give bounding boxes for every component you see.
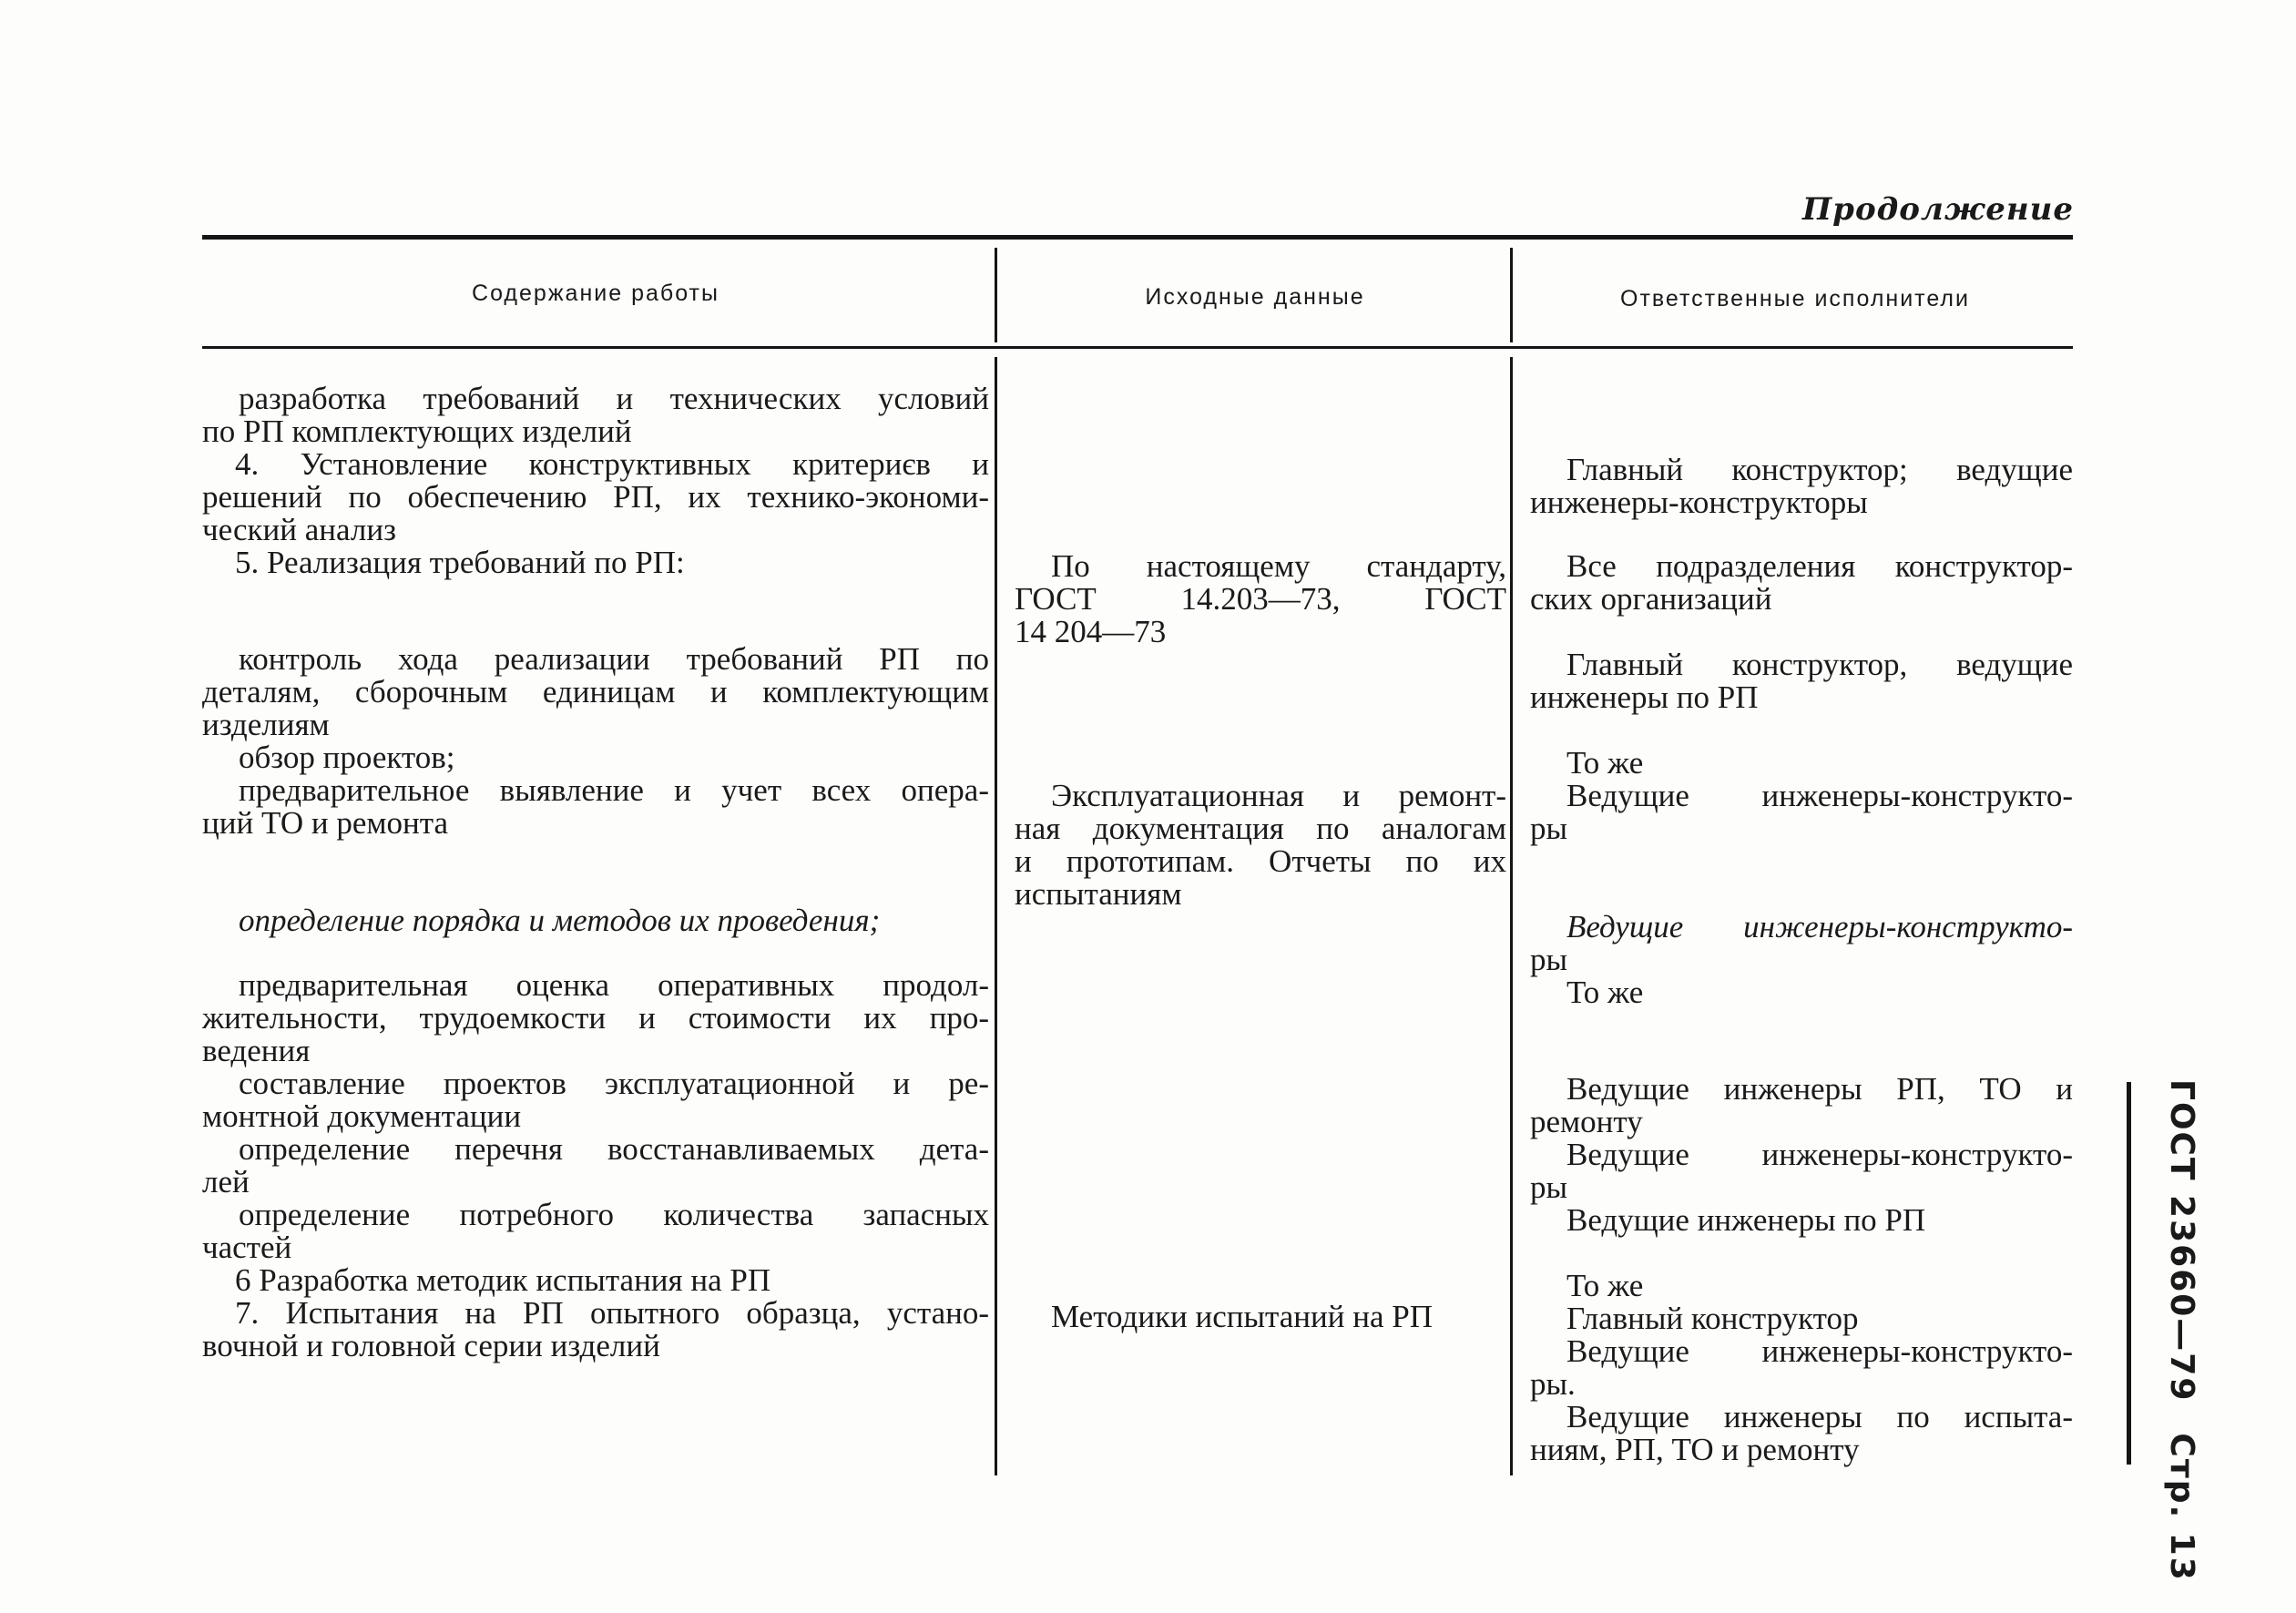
- executor-line: Главный конструктор: [1566, 1301, 1859, 1336]
- executor-line: Ведущие инженеры-конструкто-: [1566, 1333, 2073, 1369]
- work-line: определение порядка и методов их проведения;: [239, 903, 881, 938]
- executor-line: ских организаций: [1530, 581, 1772, 617]
- source-line: ная документация по аналогам: [1015, 811, 1506, 846]
- work-line: предварительное выявление и учет всех опера-: [239, 772, 989, 808]
- header-col3: Ответственные исполнители: [1620, 286, 1970, 311]
- work-line: деталям, сборочным единицам и комплектующим: [202, 674, 989, 710]
- side-margin-bar: [2127, 1082, 2131, 1465]
- executor-line: Все подразделения конструктор-: [1566, 548, 2073, 584]
- side-standard-label: [2163, 1079, 2200, 1613]
- header-col2: Исходные данные: [1145, 284, 1365, 310]
- work-line: вочной и головной серии изделий: [202, 1328, 660, 1363]
- executor-line: Главный конструктор, ведущие: [1566, 647, 2073, 682]
- work-line: ций ТО и ремонта: [202, 805, 449, 841]
- column-divider-2-body: [1510, 357, 1513, 1475]
- work-line: монтной документации: [202, 1098, 522, 1134]
- source-line: ГОСТ 14.203—73, ГОСТ: [1015, 581, 1506, 617]
- executor-line: инженеры по РП: [1530, 679, 1759, 715]
- page-number: Стр. 13: [2163, 1433, 2200, 1582]
- work-line: изделиям: [202, 707, 330, 742]
- executor-line: ремонту: [1530, 1104, 1643, 1139]
- executor-line: То же: [1566, 745, 1644, 781]
- source-line: По настоящему стандарту,: [1051, 548, 1506, 584]
- executor-line: ры: [1530, 811, 1568, 846]
- work-line: 6 Разработка методик испытания на РП: [235, 1262, 771, 1298]
- executor-line: Ведущие инженеры по испыта-: [1566, 1399, 2073, 1434]
- work-line: частей: [202, 1230, 292, 1265]
- source-line: испытаниям: [1015, 876, 1182, 912]
- work-line: жительности, трудоемкости и стоимости их про-: [202, 1000, 989, 1036]
- work-line: разработка требований и технических условий: [239, 381, 989, 416]
- work-line: контроль хода реализации требований РП по: [239, 641, 989, 677]
- work-line: определение перечня восстанавливаемых дета-: [239, 1131, 989, 1167]
- executor-line: ниям, РП, ТО и ремонту: [1530, 1432, 1860, 1467]
- work-line: по РП комплектующих изделий: [202, 413, 632, 449]
- executor-line: Ведущие инженеры по РП: [1566, 1202, 1926, 1238]
- header-col1: Содержание работы: [472, 281, 719, 306]
- source-line: и прототипам. Отчеты по их: [1015, 843, 1506, 879]
- table-top-rule: [202, 235, 2073, 240]
- work-line: составление проектов эксплуатационной и ре-: [239, 1066, 989, 1101]
- continuation-label: Продолжение: [1802, 191, 2074, 228]
- executor-line: То же: [1566, 975, 1644, 1010]
- work-line: ведения: [202, 1033, 311, 1068]
- work-line: 4. Установление конструктивных критериєв и: [235, 446, 989, 482]
- executor-line: Ведущие инженеры РП, ТО и: [1566, 1071, 2073, 1107]
- standard-number: ГОСТ 23660—79: [2163, 1079, 2200, 1403]
- executor-line: инженеры-конструкторы: [1530, 485, 1868, 520]
- source-line: Методики испытаний на РП: [1051, 1299, 1434, 1334]
- executor-line: ры: [1530, 942, 1568, 977]
- header-bottom-rule: [202, 346, 2073, 349]
- work-line: лей: [202, 1164, 250, 1200]
- column-divider-2: [1510, 248, 1513, 342]
- executor-line: То же: [1566, 1268, 1644, 1303]
- work-line: ческий анализ: [202, 512, 396, 547]
- work-line: определение потребного количества запасных: [239, 1197, 989, 1232]
- source-line: Эксплуатационная и ремонт-: [1051, 778, 1506, 813]
- work-line: 7. Испытания на РП опытного образца, устано-: [235, 1295, 989, 1331]
- work-line: 5. Реализация требований по РП:: [235, 545, 685, 580]
- work-line: обзор проектов;: [239, 740, 455, 775]
- work-line: решений по обеспечению РП, их технико-экономи-: [202, 479, 989, 515]
- executor-line: ры: [1530, 1169, 1568, 1205]
- column-divider-1: [995, 248, 997, 342]
- executor-line: Главный конструктор; ведущие: [1566, 452, 2073, 487]
- executor-line: Ведущие инженеры-конструкто-: [1566, 909, 2073, 944]
- work-line: предварительная оценка оперативных продол-: [239, 967, 989, 1003]
- executor-line: Ведущие инженеры-конструкто-: [1566, 778, 2073, 813]
- source-line: 14 204—73: [1015, 614, 1167, 649]
- column-divider-1-body: [995, 357, 997, 1475]
- executor-line: Ведущие инженеры-конструкто-: [1566, 1137, 2073, 1172]
- executor-line: ры.: [1530, 1366, 1576, 1402]
